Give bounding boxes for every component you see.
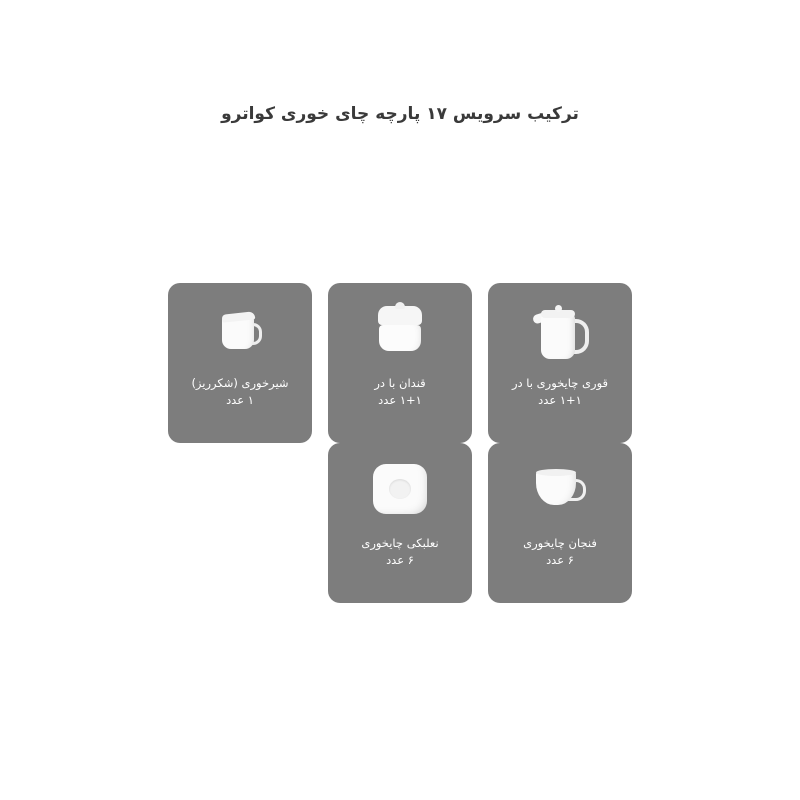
item-card-creamer (168, 283, 312, 443)
item-quantity: ۱+۱ عدد (538, 393, 582, 407)
item-label: نعلبکی چایخوری (361, 536, 439, 550)
item-caption (492, 375, 628, 409)
item-caption (492, 535, 628, 569)
item-label: فنجان چایخوری (523, 536, 597, 550)
item-card-sugar-bowl (328, 283, 472, 443)
item-label: قوری چایخوری با در (511, 376, 609, 390)
saucer-icon (373, 464, 427, 514)
item-caption (332, 535, 468, 569)
sugar-bowl-icon (376, 306, 424, 352)
item-quantity: ۶ عدد (386, 553, 414, 567)
creamer-icon (218, 307, 262, 351)
item-card-saucer (328, 443, 472, 603)
item-quantity: ۱ عدد (226, 393, 254, 407)
item-illustration (488, 283, 632, 375)
page-title: ترکیب سرویس ۱۷ پارچه چای خوری کواترو (221, 104, 579, 124)
items-grid (168, 283, 632, 603)
item-illustration (328, 283, 472, 375)
item-caption (172, 375, 308, 409)
item-illustration (168, 283, 312, 375)
teapot-icon (529, 299, 591, 359)
item-caption (332, 375, 468, 409)
item-illustration (488, 443, 632, 535)
item-quantity: ۶ عدد (546, 553, 574, 567)
item-label: شیرخوری (شکرریز) (191, 376, 289, 390)
item-card-cup (488, 443, 632, 603)
item-illustration (328, 443, 472, 535)
item-quantity: ۱+۱ عدد (378, 393, 422, 407)
item-card-teapot (488, 283, 632, 443)
teacup-icon (532, 469, 588, 509)
item-label: قندان با در (374, 376, 426, 390)
